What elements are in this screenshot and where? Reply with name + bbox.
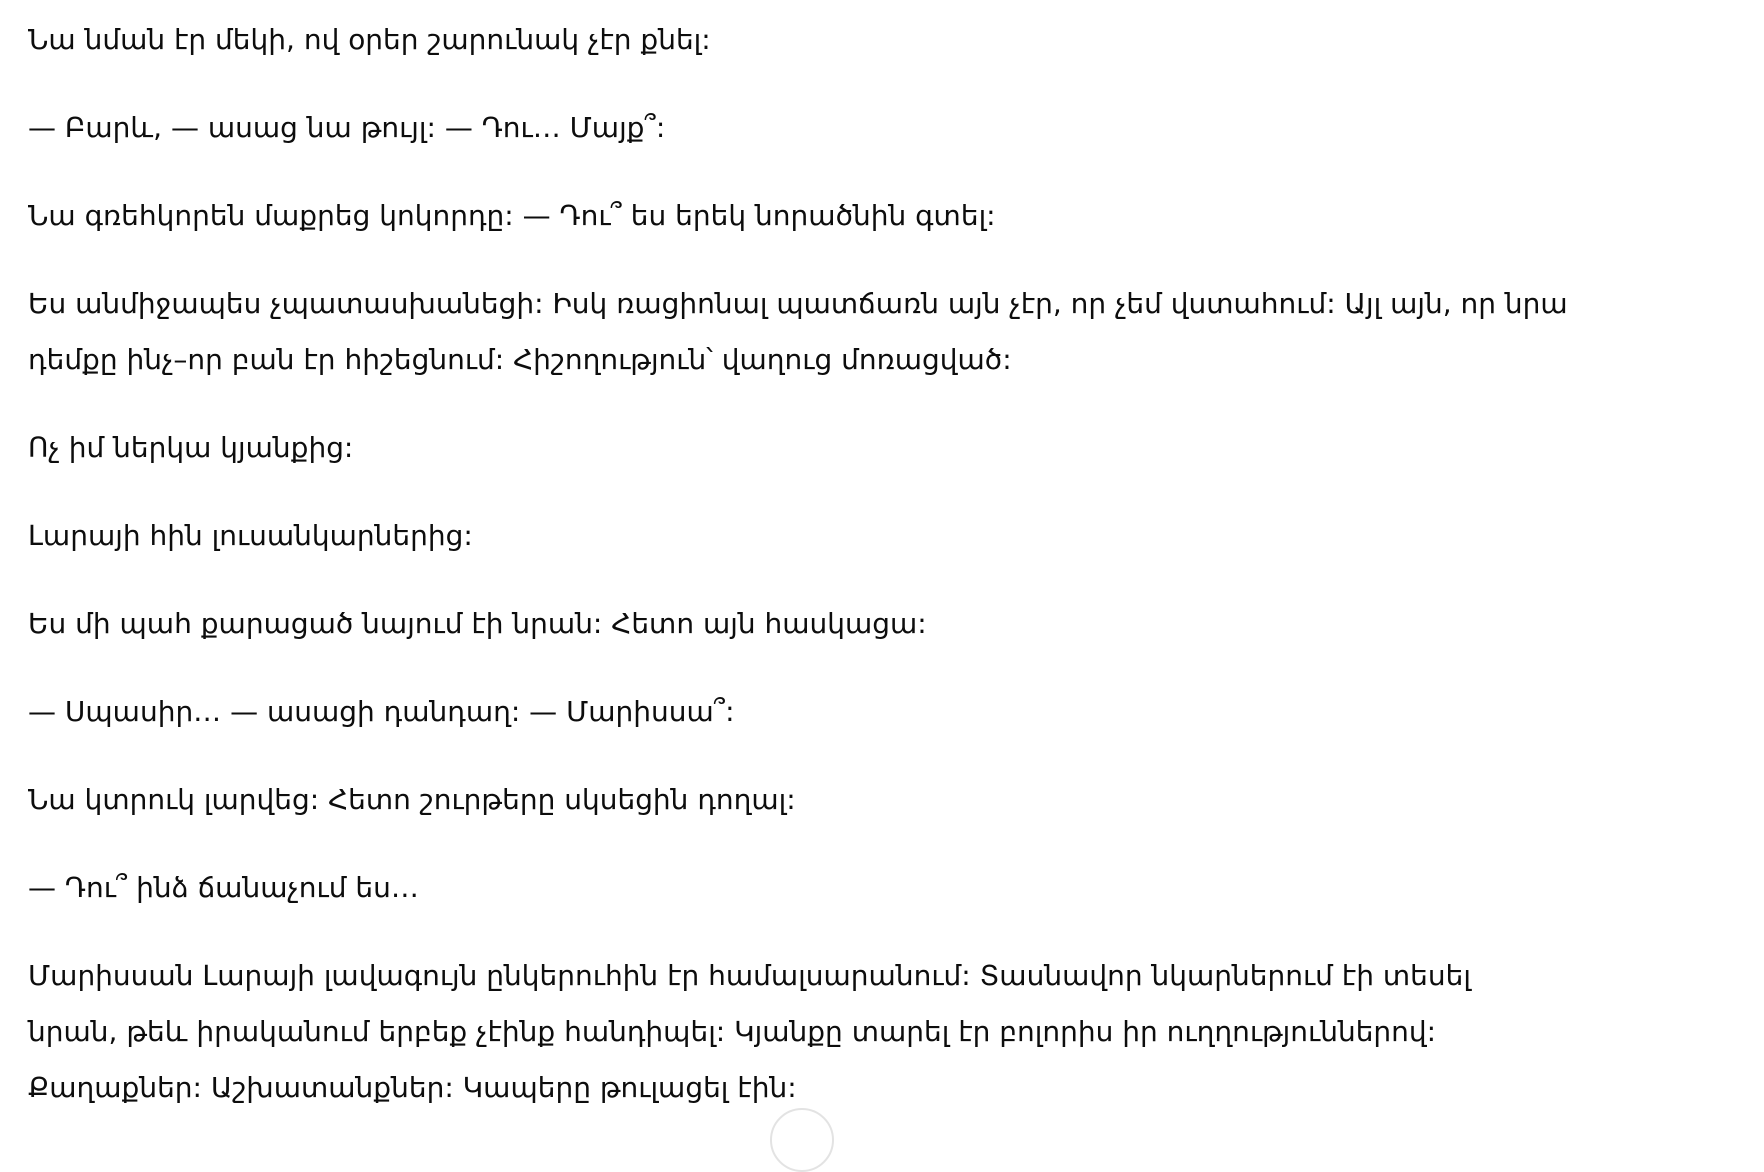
paragraph-6: Լարայի հին լուսանկարներից: <box>28 519 473 552</box>
paragraph-11: Մարիսսան Լարայի լավագույն ընկերուհին էր համալսարանում: Տասնավոր նկարներում էի տեսել նրան, թեև իրականում երբեք չէինք հանդիպել: Կյանքը տարել էր բոլորիս իր ուղղություններով: Քաղաքներ: Աշխատանքներ: Կապերը թուլացել էին: <box>28 959 1471 1104</box>
paragraph-4: Ես անմիջապես չպատասխանեցի: Իսկ ռացիոնալ պատճառն այն չէր, որ չեմ վստահում: Այլ այն, որ նրա դեմքը ինչ–որ բան էր հիշեցնում: Հիշողություն՝ վաղուց մոռացված: <box>28 287 1568 376</box>
message-body <box>28 12 1568 1148</box>
paragraph-7: Ես մի պահ քարացած նայում էի նրան: Հետո այն հասկացա: <box>28 607 927 640</box>
paragraph-9: Նա կտրուկ լարվեց: Հետո շուրթերը սկսեցին դողալ: <box>28 783 796 816</box>
paragraph-3: Նա գռեհկորեն մաքրեց կոկորդը: — Դու՞ ես երեկ նորածնին գտել: <box>28 199 996 232</box>
paragraph-1: Նա նման էր մեկի, ով օրեր շարունակ չէր քնել: <box>28 23 711 56</box>
paragraph-10: — Դու՞ ինձ ճանաչում ես… <box>28 871 419 904</box>
paragraph-5: Ոչ իմ ներկա կյանքից: <box>28 431 354 464</box>
paragraph-2: — Բարև, — ասաց նա թույլ: — Դու… Մայք՞: <box>28 111 666 144</box>
paragraph-8: — Սպասիր… — ասացի դանդաղ: — Մարիսսա՞: <box>28 695 735 728</box>
